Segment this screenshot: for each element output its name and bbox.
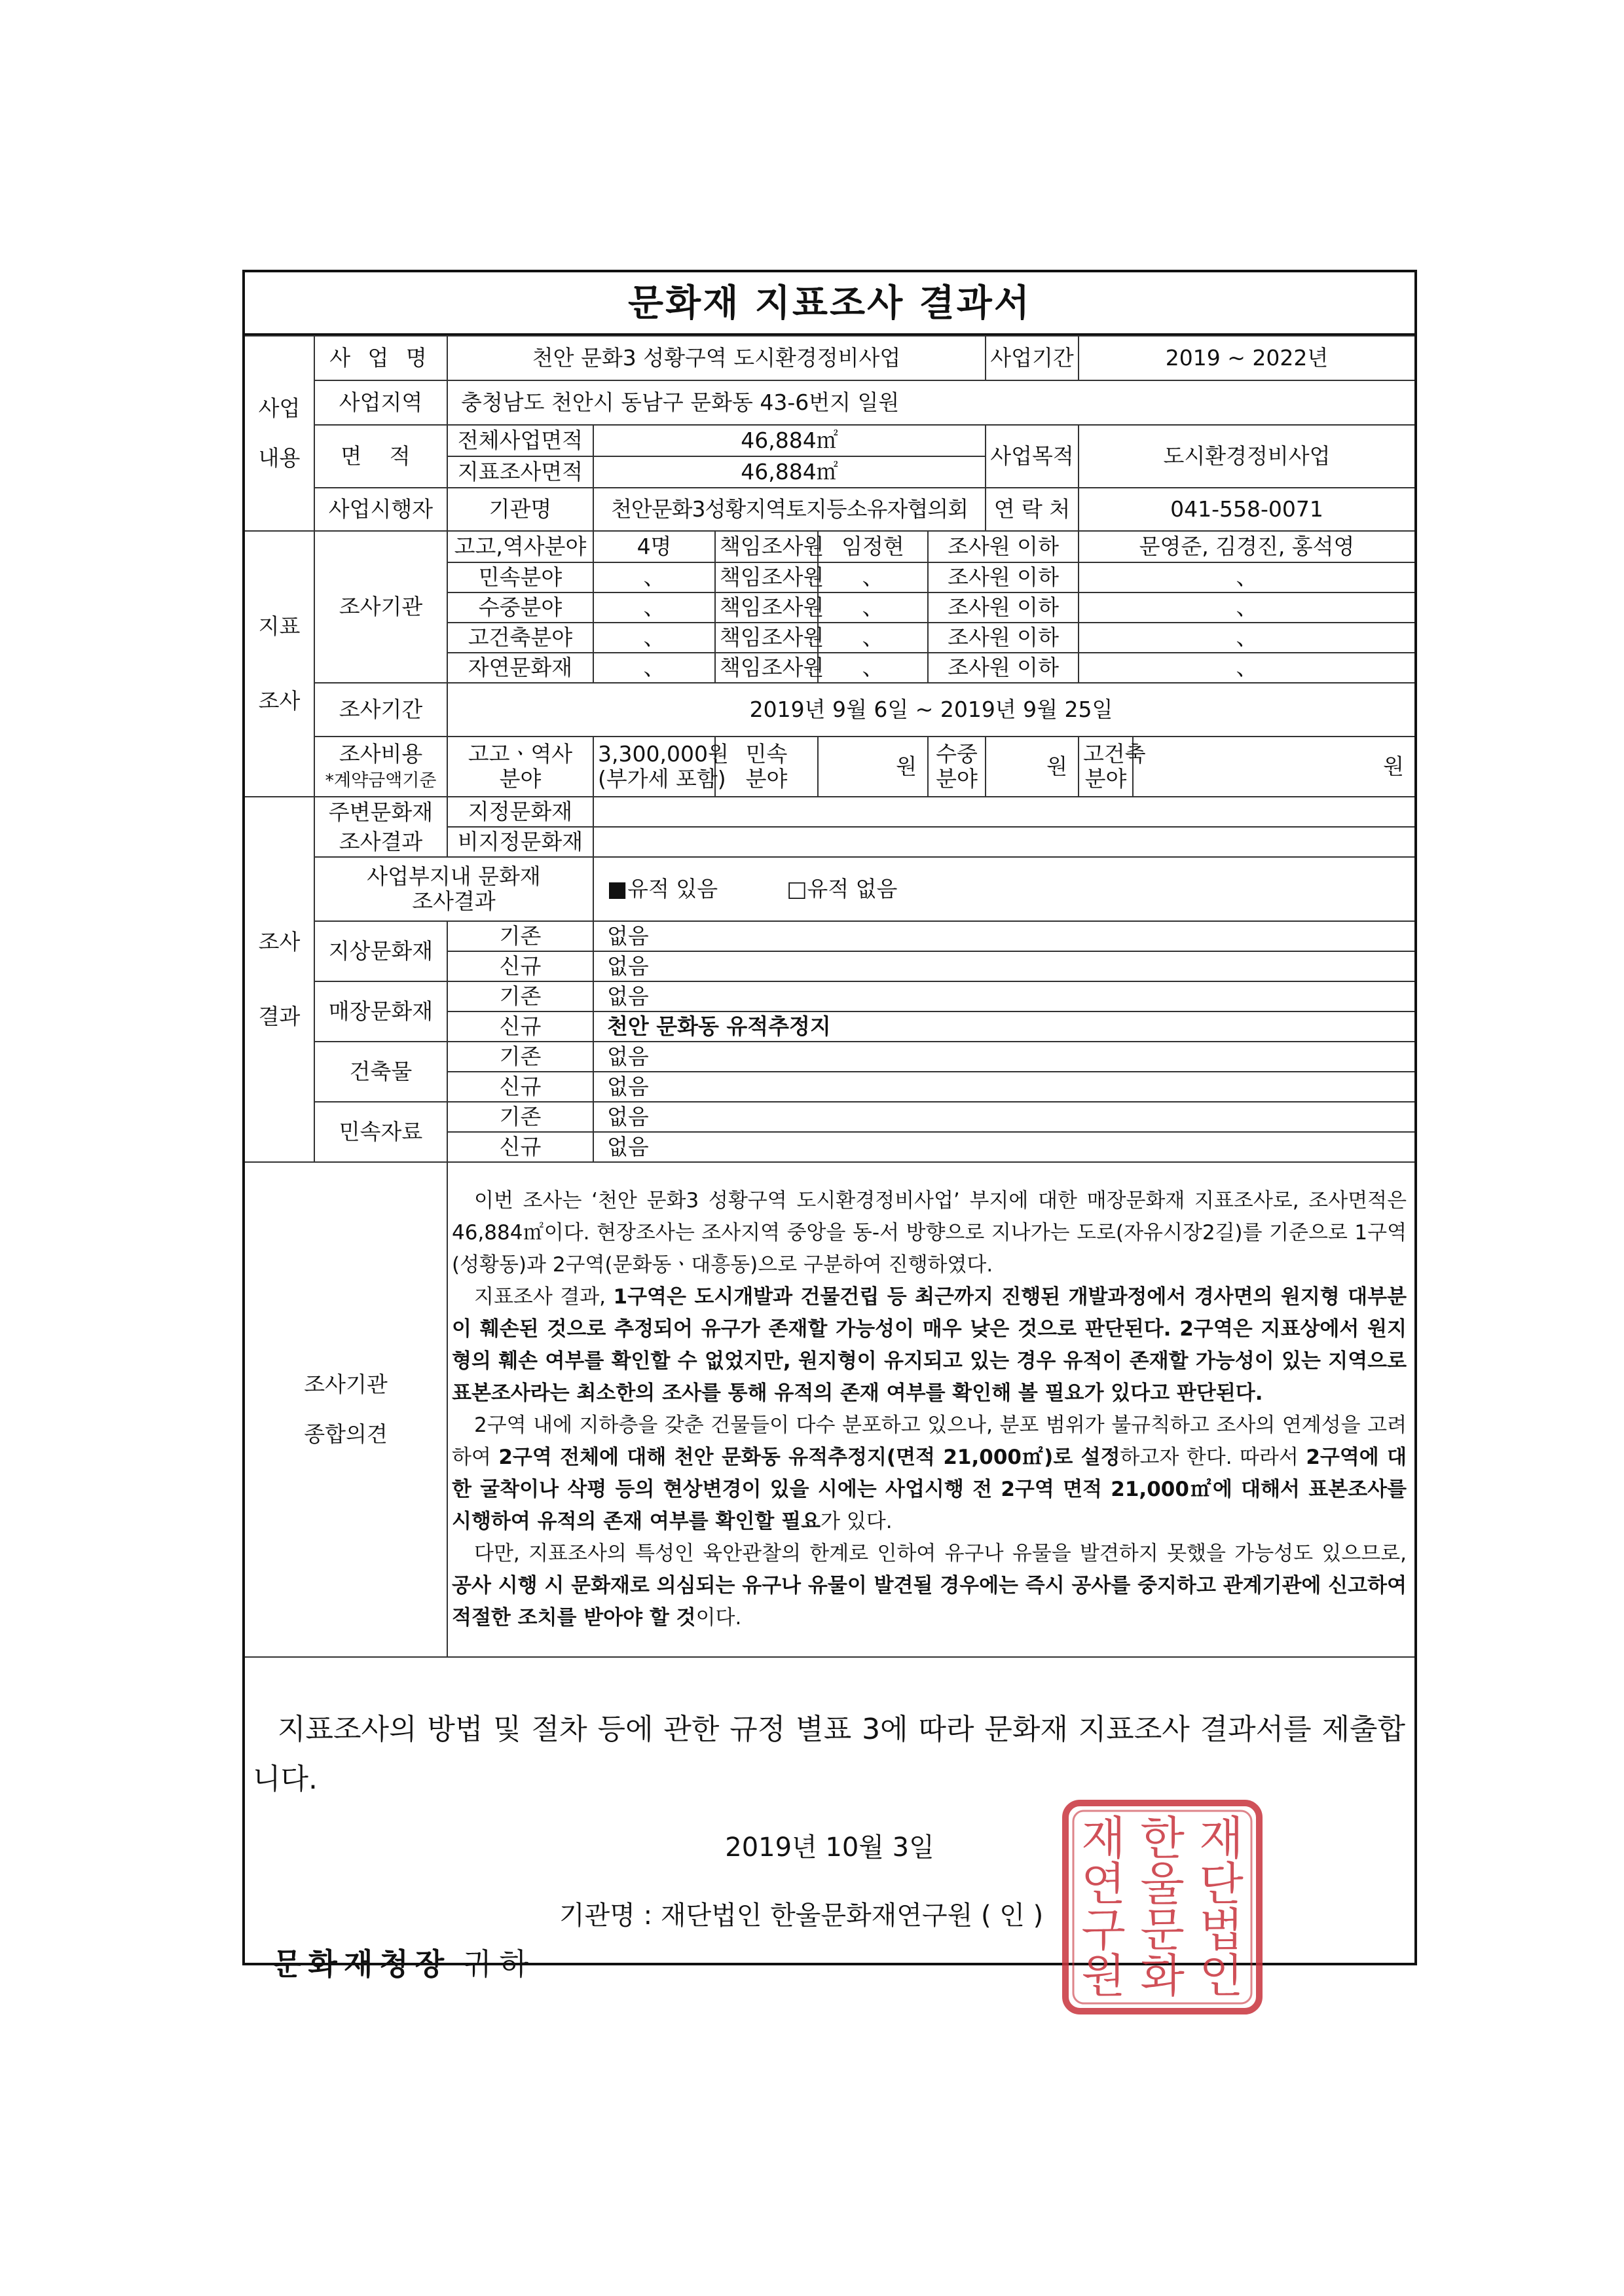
surround-label-1: 주변문화재 (314, 797, 447, 827)
survey-period-label: 조사기간 (314, 683, 447, 737)
survey-agency-label: 조사기관 (314, 531, 447, 683)
seal-glyph: 재 (1081, 1812, 1126, 1865)
purpose-label: 사업목적 (986, 425, 1079, 488)
survey-field: 고고,역사분야 (447, 531, 593, 562)
purpose-value: 도시환경정비사업 (1079, 425, 1414, 488)
cost-folk-value: 원 (818, 737, 928, 797)
results-section-label: 조사 결과 (245, 797, 314, 1162)
cost-water-label: 수중 분야 (928, 737, 986, 797)
survey-lead-label: 책임조사원 (715, 562, 818, 592)
cost-archaeo-label: 고고ㆍ역사 분야 (447, 737, 593, 797)
site-result-value (593, 857, 1414, 921)
survey-period-value: 2019년 9월 6일 ~ 2019년 9월 25일 (447, 683, 1414, 737)
business-name-label: 사 업 명 (314, 336, 447, 380)
existing-label: 기존 (447, 1042, 593, 1072)
site-yes-checkbox: ■유적 있음 (607, 876, 718, 902)
business-section-label: 사업 내용 (245, 336, 314, 531)
surround-label-2: 조사결과 (314, 827, 447, 857)
seal-glyph: 재 (1199, 1812, 1244, 1865)
seal-mark: ( 인 ) (980, 1901, 1044, 1931)
seal-glyph: 울 (1140, 1857, 1185, 1911)
business-name-value: 천안 문화3 성황구역 도시환경정비사업 (447, 336, 986, 380)
cost-folk-label: 민속 분야 (715, 737, 818, 797)
existing-label: 기존 (447, 1102, 593, 1132)
cost-water-value: 원 (986, 737, 1079, 797)
opinion-body (448, 1182, 1414, 1637)
new-label: 신규 (447, 1072, 593, 1102)
survey-staff-value: 、 (1079, 653, 1414, 683)
survey-count: 、 (593, 592, 715, 623)
addressee: 문화재청장 귀하 (272, 1946, 537, 1982)
survey-lead-label: 책임조사원 (715, 653, 818, 683)
nondesignated-value (593, 827, 1414, 857)
survey-field: 수중분야 (447, 592, 593, 623)
seal-glyph: 문 (1140, 1903, 1185, 1957)
survey-field: 고건축분야 (447, 623, 593, 653)
opinion-paragraph: 2구역 내에 지하층을 갖춘 건물들이 다수 분포하고 있으나, 분포 범위가 불규칙하고 조사의 연계성을 고려하여 2구역 전체에 대해 천안 문화동 유적추정지(면적 21,000㎡)로 설정하고자 한다. 따라서 2구역에 대한 굴착이나 삭평 등의 현상변경이 있을 시에는 사업시행 전 2구역 면적 21,000㎡에 대해서 표본조사를 시행하여 유적의 존재 여부를 확인할 필요가 있다. (452, 1413, 1407, 1533)
new-value: 천안 문화동 유적추정지 (593, 1011, 1414, 1042)
existing-value: 없음 (593, 921, 1414, 951)
survey-staff-label: 조사원 이하 (928, 531, 1079, 562)
org-label: 기관명 (447, 488, 593, 531)
survey-section-label: 지표 조사 (245, 531, 314, 797)
survey-lead-value: 、 (818, 562, 928, 592)
seal-glyph: 구 (1081, 1903, 1126, 1957)
survey-staff-value: 、 (1079, 623, 1414, 653)
new-value: 없음 (593, 951, 1414, 981)
survey-area-value: 46,884㎡ (593, 456, 986, 488)
survey-staff-label: 조사원 이하 (928, 592, 1079, 623)
group-label: 매장문화재 (314, 981, 447, 1042)
existing-label: 기존 (447, 921, 593, 951)
group-label: 건축물 (314, 1042, 447, 1102)
existing-value: 없음 (593, 1042, 1414, 1072)
existing-value: 없음 (593, 981, 1414, 1011)
opinion-label: 조사기관 종합의견 (245, 1162, 447, 1657)
group-label: 민속자료 (314, 1102, 447, 1162)
cost-arch-value: 원 (1133, 737, 1414, 797)
main-table (245, 335, 1414, 1658)
total-area-value: 46,884㎡ (593, 425, 986, 456)
contact-value: 041-558-0071 (1079, 488, 1414, 531)
seal-glyph: 원 (1081, 1949, 1126, 2003)
nondesignated-label: 비지정문화재 (447, 827, 593, 857)
survey-lead-label: 책임조사원 (715, 531, 818, 562)
survey-count: 、 (593, 653, 715, 683)
new-value: 없음 (593, 1132, 1414, 1162)
survey-lead-value: 、 (818, 623, 928, 653)
survey-lead-label: 책임조사원 (715, 623, 818, 653)
designated-value (593, 797, 1414, 827)
survey-lead-value: 、 (818, 653, 928, 683)
survey-staff-value: 、 (1079, 562, 1414, 592)
survey-lead-value: 、 (818, 592, 928, 623)
business-period-value: 2019 ~ 2022년 (1079, 336, 1414, 380)
executor-label: 사업시행자 (314, 488, 447, 531)
site-result-label: 사업부지내 문화재 조사결과 (314, 857, 593, 921)
seal-glyph: 연 (1081, 1857, 1126, 1911)
survey-staff-value: 문영준, 김경진, 홍석영 (1079, 531, 1414, 562)
official-seal-stamp (1060, 1798, 1264, 2016)
survey-field: 민속분야 (447, 562, 593, 592)
opinion-body-cell (447, 1162, 1414, 1657)
submission-statement: 지표조사의 방법 및 절차 등에 관한 규정 별표 3에 따라 문화재 지표조사 결과서를 제출합니다. (253, 1713, 1405, 1796)
org-value: 천안문화3성황지역토지등소유자협의회 (593, 488, 986, 531)
survey-count: 4명 (593, 531, 715, 562)
new-label: 신규 (447, 1132, 593, 1162)
survey-area-label: 지표조사면적 (447, 456, 593, 488)
group-label: 지상문화재 (314, 921, 447, 981)
survey-staff-value: 、 (1079, 592, 1414, 623)
seal-glyph: 법 (1199, 1903, 1244, 1957)
existing-label: 기존 (447, 981, 593, 1011)
existing-value: 없음 (593, 1102, 1414, 1132)
survey-field: 자연문화재 (447, 653, 593, 683)
seal-glyph: 화 (1140, 1949, 1185, 2003)
seal-glyph: 단 (1199, 1857, 1244, 1911)
survey-staff-label: 조사원 이하 (928, 623, 1079, 653)
new-label: 신규 (447, 951, 593, 981)
designated-label: 지정문화재 (447, 797, 593, 827)
survey-staff-label: 조사원 이하 (928, 653, 1079, 683)
new-value: 없음 (593, 1072, 1414, 1102)
submission-date: 2019년 10월 3일 (725, 1832, 934, 1863)
opinion-paragraph: 다만, 지표조사의 특성인 육안관찰의 한계로 인하여 유구나 유물을 발견하지 못했을 가능성도 있으므로, 공사 시행 시 문화재로 의심되는 유구나 유물이 발견될 경우에는 즉시 공사를 중지하고 관계기관에 신고하여 적절한 조치를 받아야 할 것이다. (452, 1542, 1407, 1630)
seal-glyph: 한 (1140, 1812, 1185, 1865)
document-title: 문화재 지표조사 결과서 (245, 272, 1414, 335)
contact-label: 연 락 처 (986, 488, 1079, 531)
cost-archaeo-value: 3,300,000원 (부가세 포함) (593, 737, 715, 797)
submission-footer (245, 1698, 1414, 2003)
survey-count: 、 (593, 562, 715, 592)
survey-staff-label: 조사원 이하 (928, 562, 1079, 592)
survey-cost-label: 조사비용 *계약금액기준 (314, 737, 447, 797)
survey-result-form (242, 270, 1417, 2003)
site-no-checkbox: □유적 없음 (786, 876, 898, 902)
business-period-label: 사업기간 (986, 336, 1079, 380)
survey-lead-value: 임정현 (818, 531, 928, 562)
survey-count: 、 (593, 623, 715, 653)
submitting-org: 기관명 : 재단법인 한울문화재연구원 ( 인 ) (559, 1901, 1044, 1931)
seal-glyph: 인 (1199, 1949, 1244, 2003)
survey-lead-label: 책임조사원 (715, 592, 818, 623)
opinion-paragraph: 지표조사 결과, 1구역은 도시개발과 건물건립 등 최근까지 진행된 개발과정에서 경사면의 원지형 대부분이 훼손된 것으로 추정되어 유구가 존재할 가능성이 매우 낮은 것으로 판단된다. 2구역은 지표상에서 원지형의 훼손 여부를 확인할 수 없었지만, 원지형이 유지되고 있는 경우 유적이 존재할 가능성이 있는 지역으로 표본조사라는 최소한의 조사를 통해 유적의 존재 여부를 확인해 볼 필요가 있다고 판단된다. (452, 1285, 1407, 1405)
opinion-paragraph: 이번 조사는 ‘천안 문화3 성황구역 도시환경정비사업’ 부지에 대한 매장문화재 지표조사로, 조사면적은 46,884㎡이다. 현장조사는 조사지역 중앙을 동-서 방향으로 지나가는 도로(자유시장2길)를 기준으로 1구역(성황동)과 2구역(문화동ㆍ대흥동)으로 구분하여 진행하였다. (452, 1189, 1407, 1277)
new-label: 신규 (447, 1011, 593, 1042)
area-label: 면 적 (314, 425, 447, 488)
business-region-value: 충청남도 천안시 동남구 문화동 43-6번지 일원 (447, 380, 1414, 425)
business-region-label: 사업지역 (314, 380, 447, 425)
total-area-label: 전체사업면적 (447, 425, 593, 456)
cost-arch-label: 고건축 분야 (1079, 737, 1133, 797)
